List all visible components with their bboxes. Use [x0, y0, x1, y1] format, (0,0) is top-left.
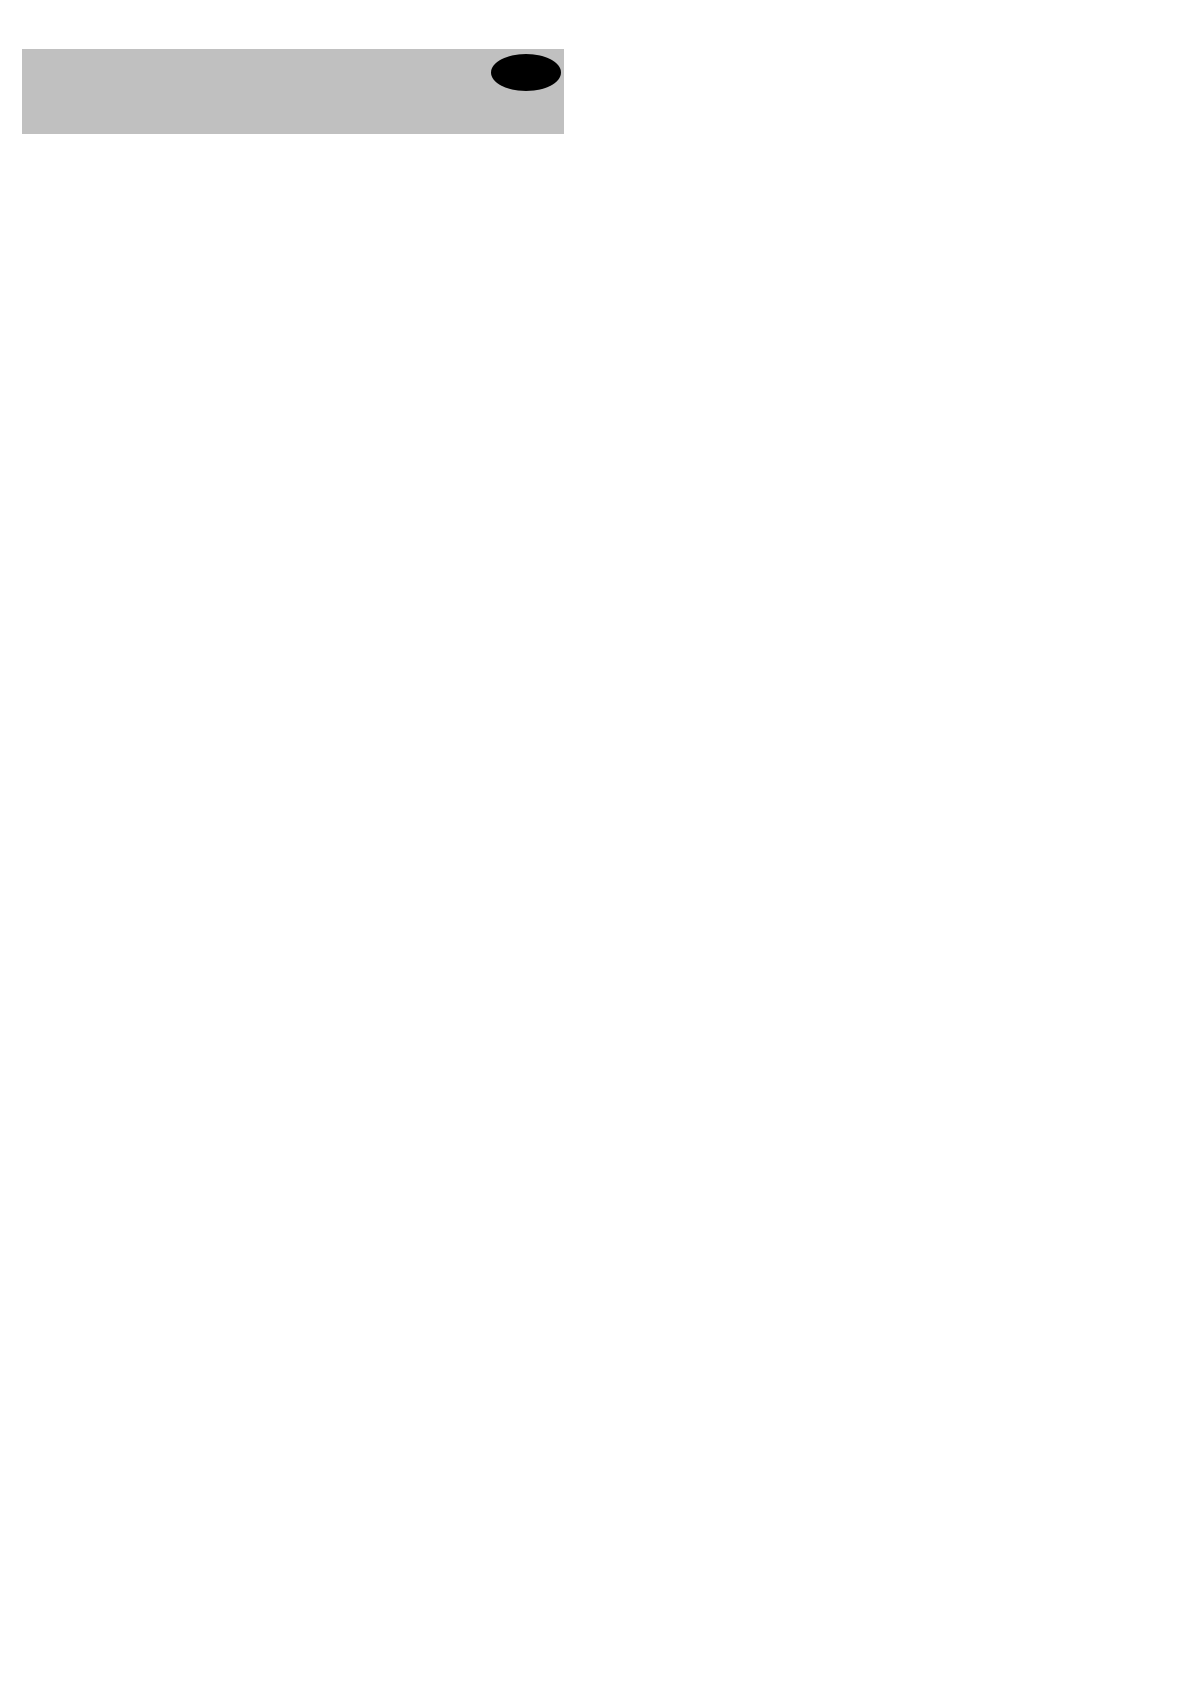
oval-badge [491, 54, 561, 91]
title-band [22, 49, 564, 134]
